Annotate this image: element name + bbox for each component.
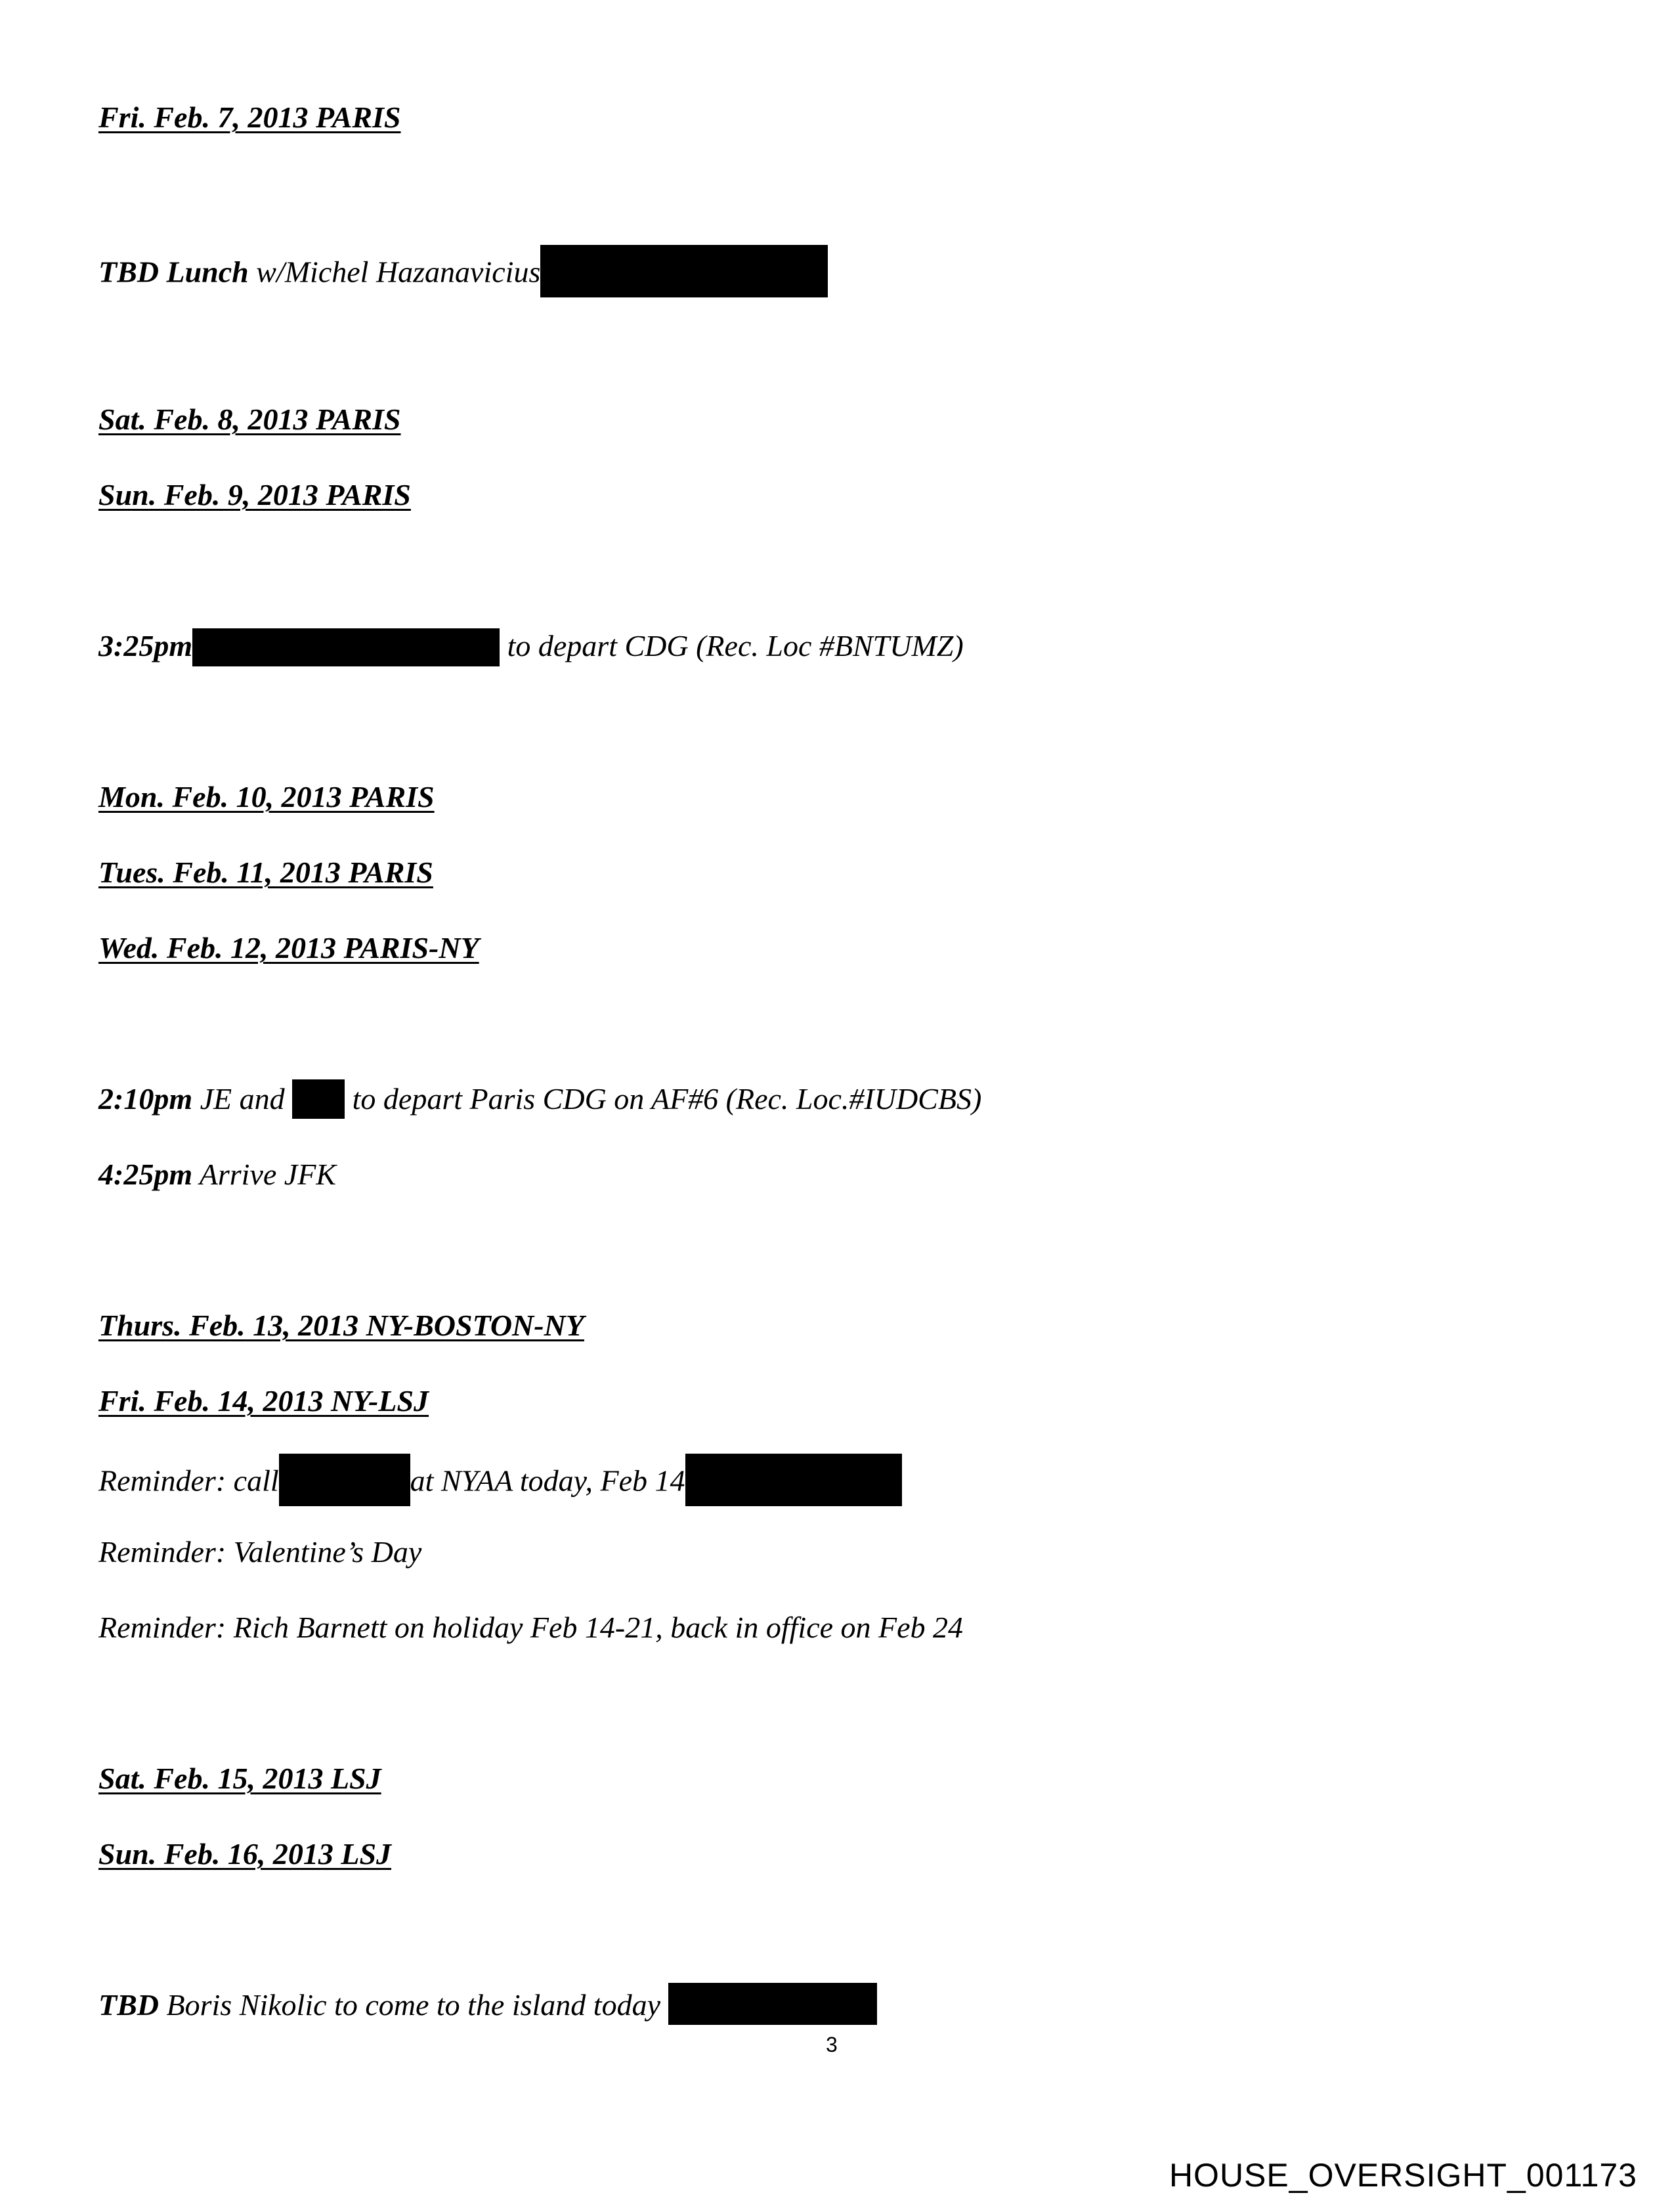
redaction-block (192, 628, 500, 666)
redaction-block (279, 1454, 410, 1506)
date-header-feb-12: Wed. Feb. 12, 2013 PARIS-NY (98, 931, 479, 965)
entry-time: 4:25pm (98, 1158, 193, 1191)
entry-time: 3:25pm (98, 629, 193, 662)
reminder-text: at NYAA today, Feb 14 (410, 1464, 685, 1498)
lunch-entry (98, 249, 828, 301)
depart-cdg-entry (98, 627, 964, 668)
entry-text: JE and (192, 1082, 285, 1116)
entry-text: Arrive JFK (192, 1158, 336, 1191)
entry-time: TBD (98, 1988, 159, 2022)
date-header-feb-14: Fri. Feb. 14, 2013 NY-LSJ (98, 1384, 429, 1418)
reminder-text: Reminder: call (98, 1464, 279, 1498)
redaction-block (668, 1983, 877, 2025)
boris-visit-entry (98, 1986, 877, 2029)
redaction-block (685, 1454, 902, 1506)
date-header-feb-15: Sat. Feb. 15, 2013 LSJ (98, 1762, 381, 1795)
bates-number: HOUSE_OVERSIGHT_001173 (1169, 2157, 1637, 2194)
arrive-jfk-entry (98, 1156, 336, 1194)
date-header-feb-10: Mon. Feb. 10, 2013 PARIS (98, 780, 435, 813)
date-header-feb-16: Sun. Feb. 16, 2013 LSJ (98, 1837, 392, 1871)
reminder-barnett-entry: Reminder: Rich Barnett on holiday Feb 14-21, back in office on Feb 24 (98, 1611, 964, 1644)
redaction-block (540, 245, 828, 297)
date-header-feb-13: Thurs. Feb. 13, 2013 NY-BOSTON-NY (98, 1309, 584, 1342)
entry-text: Boris Nikolic to come to the island today (159, 1988, 661, 2022)
date-header-feb-11: Tues. Feb. 11, 2013 PARIS (98, 856, 433, 889)
date-header-feb-7: Fri. Feb. 7, 2013 PARIS (98, 100, 401, 134)
date-header-feb-8: Sat. Feb. 8, 2013 PARIS (98, 402, 401, 436)
entry-time: 2:10pm (98, 1082, 193, 1116)
entry-text: to depart CDG (Rec. Loc #BNTUMZ) (500, 629, 964, 662)
entry-text: to depart Paris CDG on AF#6 (Rec. Loc.#IUDCBS) (345, 1082, 982, 1116)
af6-departure-entry (98, 1080, 981, 1121)
reminder-valentine-entry: Reminder: Valentine’s Day (98, 1535, 422, 1569)
date-header-feb-9: Sun. Feb. 9, 2013 PARIS (98, 478, 411, 511)
reminder-call-entry (98, 1458, 902, 1510)
redaction-block (292, 1079, 345, 1119)
entry-text: w/Michel Hazanavicius (248, 255, 541, 289)
entry-time: TBD Lunch (98, 255, 249, 289)
page-number: 3 (826, 2033, 838, 2056)
